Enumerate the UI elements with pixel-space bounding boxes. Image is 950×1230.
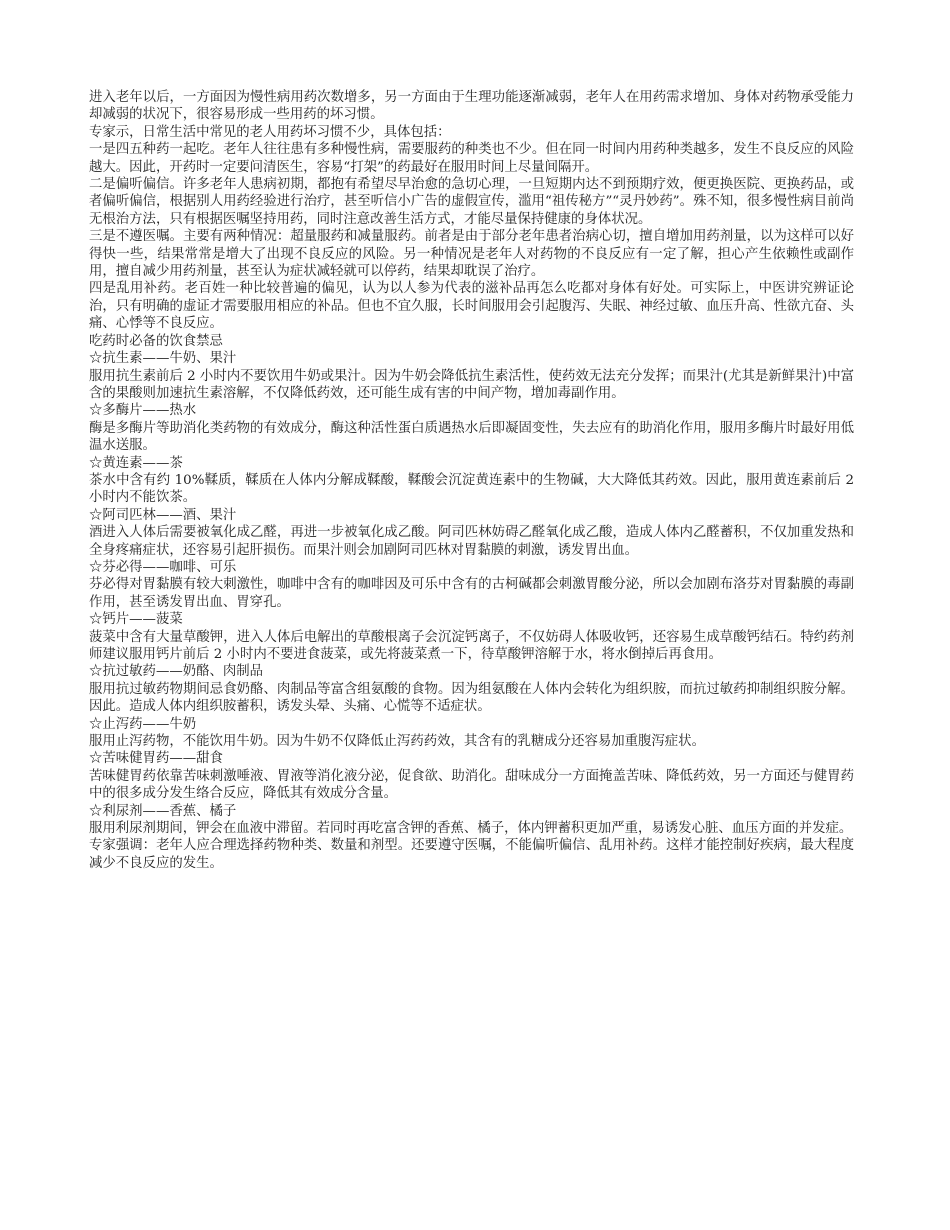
paragraph: 二是偏听偏信。许多老年人患病初期，都抱有希望尽早治愈的急切心理，一旦短期内达不到预期疗效，便更换医院、更换药品，或者偏听偏信，根据别人用药经验进行治疗，甚至听信小广告的虚假宣传，滥用“祖传秘方”“灵丹妙药”。殊不知，很多慢性病目前尚无根治方法，只有根据医嘱坚持用药，同时注意改善生活方式，才能尽量保持健康的身体状况。 <box>89 177 854 227</box>
rule-heading: ☆抗生素——牛奶、果汁 <box>89 351 237 367</box>
section-heading: 吃药时必备的饮食禁忌 <box>89 333 223 349</box>
paragraph: 服用止泻药物，不能饮用牛奶。因为牛奶不仅降低止泻药药效，其含有的乳糖成分还容易加重腹泻症状。 <box>89 734 705 750</box>
paragraph: 酶是多酶片等助消化类药物的有效成分，酶这种活性蛋白质遇热水后即凝固变性，失去应有的助消化作用，服用多酶片时最好用低温水送服。 <box>89 420 854 454</box>
rule-heading: ☆抗过敏药——奶酪、肉制品 <box>89 664 264 680</box>
rule-heading: ☆苦味健胃药——甜食 <box>89 751 223 767</box>
paragraph: 专家强调：老年人应合理选择药物种类、数量和剂型。还要遵守医嘱，不能偏听偏信、乱用补药。这样才能控制好疾病，最大程度减少不良反应的发生。 <box>89 838 854 871</box>
paragraph: 服用抗过敏药物期间忌食奶酪、肉制品等富含组氨酸的食物。因为组氨酸在人体内会转化为组织胺，而抗过敏药抑制组织胺分解。因此。造成人体内组织胺蓄积，诱发头晕、头痛、心慌等不适症状。 <box>89 681 854 715</box>
rule-heading: ☆阿司匹林——酒、果汁 <box>89 507 237 523</box>
paragraph: 专家示，日常生活中常见的老人用药坏习惯不少，具体包括： <box>89 124 451 140</box>
document-body <box>89 89 854 872</box>
paragraph: 服用利尿剂期间，钾会在血液中滞留。若同时再吃富含钾的香蕉、橘子，体内钾蓄积更加严重，易诱发心脏、血压方面的并发症。 <box>89 821 853 837</box>
rule-heading: ☆止泻药——牛奶 <box>89 716 197 732</box>
paragraph: 菠菜中含有大量草酸钾，进入人体后电解出的草酸根离子会沉淀钙离子，不仅妨碍人体吸收钙，还容易生成草酸钙结石。特约药剂师建议服用钙片前后 2 小时内不要进食菠菜，或先将菠菜煮一下，待草酸钾溶解于水，将水倒掉后再食用。 <box>89 629 854 662</box>
paragraph: 一是四五种药一起吃。老年人往往患有多种慢性病，需要服药的种类也不少。但在同一时间内用药种类越多，发生不良反应的风险越大。因此，开药时一定要问清医生，容易“打架”的药最好在服用时间上尽量间隔开。 <box>89 142 854 175</box>
paragraph: 四是乱用补药。老百姓一种比较普遍的偏见，认为以人参为代表的滋补品再怎么吃都对身体有好处。可实际上，中医讲究辨证论治，只有明确的虚证才需要服用相应的补品。但也不宜久服，长时间服用会引起腹泻、失眠、神经过敏、血压升高、性欲亢奋、头痛、心悸等不良反应。 <box>89 281 854 332</box>
paragraph: 酒进入人体后需要被氧化成乙醛，再进一步被氧化成乙酸。阿司匹林妨碍乙醛氧化成乙酸，造成人体内乙醛蓄积，不仅加重发热和全身疼痛症状，还容易引起肝损伤。而果汁则会加剧阿司匹林对胃黏膜的刺激，诱发胃出血。 <box>89 525 854 558</box>
paragraph: 三是不遵医嘱。主要有两种情况：超量服药和减量服药。前者是由于部分老年患者治病心切，擅自增加用药剂量，以为这样可以好得快一些，结果常常是增大了出现不良反应的风险。另一种情况是老年人对药物的不良反应有一定了解，担心产生依赖性或副作用，擅自减少用药剂量，甚至认为症状减轻就可以停药，结果却耽误了治疗。 <box>89 229 854 280</box>
paragraph: 苦味健胃药依靠苦味刺激唾液、胃液等消化液分泌，促食欲、助消化。甜味成分一方面掩盖苦味、降低药效，另一方面还与健胃药中的很多成分发生络合反应，降低其有效成分含量。 <box>89 768 854 802</box>
rule-heading: ☆芬必得——咖啡、可乐 <box>89 559 237 575</box>
paragraph: 茶水中含有约 10%鞣质，鞣质在人体内分解成鞣酸，鞣酸会沉淀黄连素中的生物碱，大大降低其药效。因此，服用黄连素前后 2 小时内不能饮茶。 <box>89 472 854 506</box>
paragraph: 进入老年以后，一方面因为慢性病用药次数增多，另一方面由于生理功能逐渐减弱，老年人在用药需求增加、身体对药物承受能力却减弱的状况下，很容易形成一些用药的坏习惯。 <box>89 90 854 123</box>
rule-heading: ☆钙片——菠菜 <box>89 612 183 628</box>
paragraph: 服用抗生素前后 2 小时内不要饮用牛奶或果汁。因为牛奶会降低抗生素活性，使药效无法充分发挥；而果汁(尤其是新鲜果汁)中富含的果酸则加速抗生素溶解，不仅降低药效，还可能生成有害的中间产物，增加毒副作用。 <box>89 368 854 401</box>
paragraph: 芬必得对胃黏膜有较大刺激性，咖啡中含有的咖啡因及可乐中含有的古柯碱都会刺激胃酸分泌，所以会加剧布洛芬对胃黏膜的毒副作用，甚至诱发胃出血、胃穿孔。 <box>89 577 854 610</box>
rule-heading: ☆利尿剂——香蕉、橘子 <box>89 803 237 819</box>
rule-heading: ☆多酶片——热水 <box>89 403 197 419</box>
rule-heading: ☆黄连素——茶 <box>89 455 183 471</box>
